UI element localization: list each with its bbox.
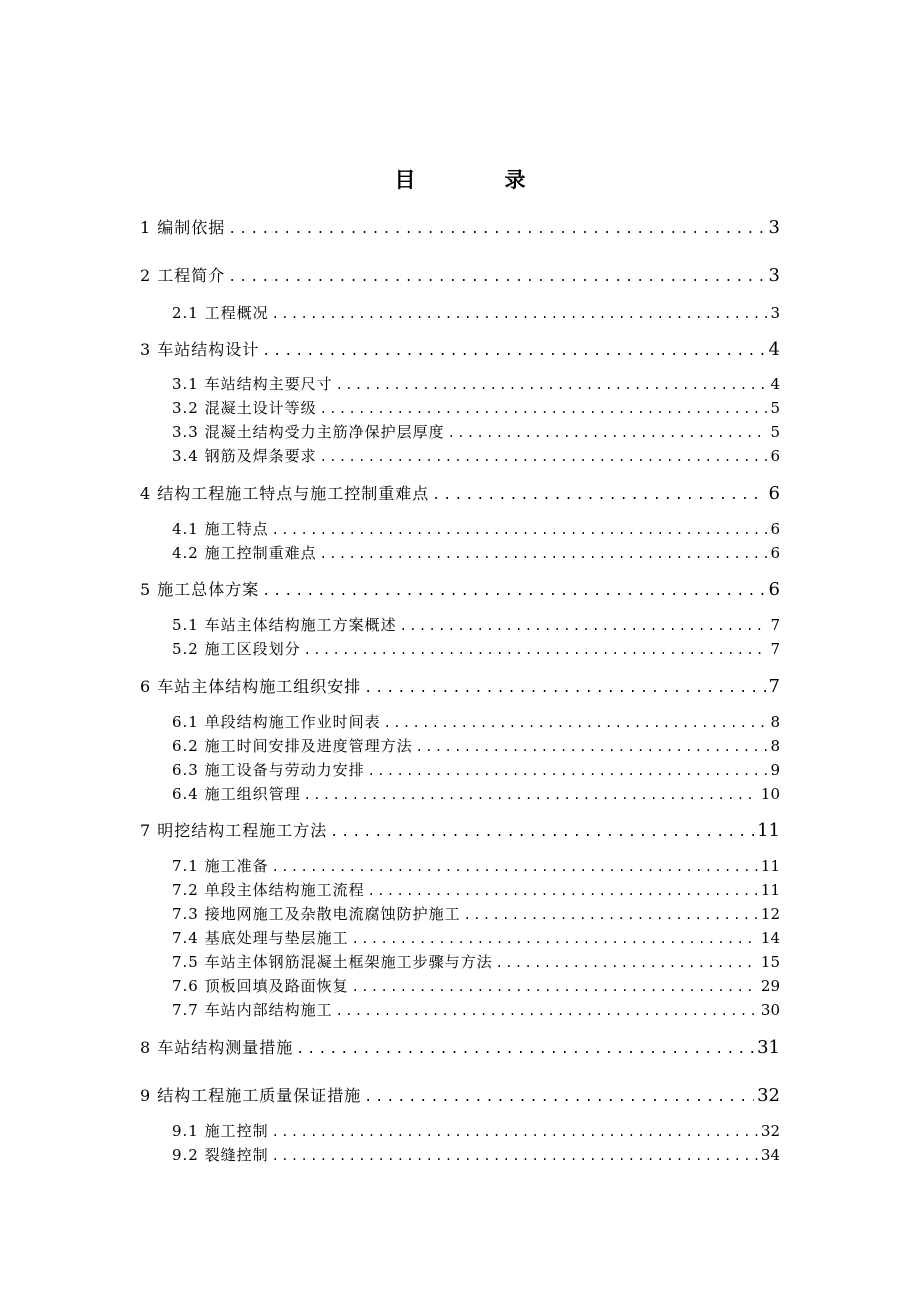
toc-entry-page-number: 11 bbox=[760, 857, 780, 875]
toc-entry-label: 6 车站主体结构施工组织安排 bbox=[140, 677, 362, 696]
toc-dot-leader bbox=[272, 856, 758, 878]
toc-dot-leader bbox=[272, 303, 768, 325]
toc-entry[interactable] bbox=[140, 819, 780, 843]
toc-entry-label: 2.1 工程概况 bbox=[172, 304, 269, 322]
toc-entry-label: 5.2 施工区段划分 bbox=[172, 640, 301, 658]
toc-entry-label: 4.1 施工特点 bbox=[172, 520, 269, 538]
toc-entry[interactable] bbox=[140, 482, 780, 506]
toc-entry-page-number: 9 bbox=[770, 761, 780, 779]
toc-dot-leader bbox=[364, 677, 765, 701]
toc-entry-page-number: 5 bbox=[770, 423, 780, 441]
toc-entry-label: 7.1 施工准备 bbox=[172, 857, 269, 875]
toc-entry-page-number: 11 bbox=[757, 820, 780, 841]
toc-entry-label: 3.4 钢筋及焊条要求 bbox=[172, 447, 317, 465]
toc-entry-label: 9.1 施工控制 bbox=[172, 1122, 269, 1140]
toc-entry-page-number: 4 bbox=[768, 339, 780, 360]
toc-entry-label: 3 车站结构设计 bbox=[140, 340, 260, 359]
toc-dot-leader bbox=[336, 1000, 758, 1022]
toc-entry[interactable] bbox=[172, 1120, 780, 1142]
toc-entry-label: 1 编制依据 bbox=[140, 218, 226, 237]
toc-entry[interactable] bbox=[140, 1036, 780, 1060]
toc-entry-label: 3.2 混凝土设计等级 bbox=[172, 399, 317, 417]
toc-entry-label: 4 结构工程施工特点与施工控制重难点 bbox=[140, 484, 430, 503]
toc-dot-leader bbox=[384, 712, 768, 734]
toc-entry-page-number: 4 bbox=[770, 375, 780, 393]
toc-entry-page-number: 15 bbox=[760, 953, 780, 971]
toc-entry-label: 6.1 单段结构施工作业时间表 bbox=[172, 713, 381, 731]
toc-entry[interactable] bbox=[172, 975, 780, 997]
toc-entry[interactable] bbox=[172, 855, 780, 877]
toc-entry-page-number: 6 bbox=[770, 520, 780, 538]
toc-entry[interactable] bbox=[172, 542, 780, 564]
toc-entry-page-number: 6 bbox=[770, 447, 780, 465]
toc-entry-label: 6.2 施工时间安排及进度管理方法 bbox=[172, 737, 413, 755]
toc-dot-leader bbox=[304, 639, 768, 661]
toc-entry-label: 7.2 单段主体结构施工流程 bbox=[172, 881, 365, 899]
toc-entry-label: 9 结构工程施工质量保证措施 bbox=[140, 1086, 362, 1105]
toc-entry-page-number: 34 bbox=[760, 1146, 780, 1164]
toc-entry[interactable] bbox=[172, 735, 780, 757]
toc-entry-label: 7.3 接地网施工及杂散电流腐蚀防护施工 bbox=[172, 905, 461, 923]
toc-entry[interactable] bbox=[172, 302, 780, 324]
toc-entry[interactable] bbox=[140, 216, 780, 240]
toc-dot-leader bbox=[228, 266, 765, 290]
toc-dot-leader bbox=[304, 784, 758, 806]
toc-dot-leader bbox=[272, 1121, 758, 1143]
toc-entry-page-number: 8 bbox=[770, 713, 780, 731]
toc-entry-page-number: 6 bbox=[768, 483, 780, 504]
toc-entry-label: 5.1 车站主体结构施工方案概述 bbox=[172, 616, 397, 634]
toc-entry-label: 4.2 施工控制重难点 bbox=[172, 544, 317, 562]
toc-entry-label: 7.4 基底处理与垫层施工 bbox=[172, 929, 349, 947]
toc-dot-leader bbox=[296, 1038, 754, 1062]
toc-entry-page-number: 14 bbox=[760, 929, 780, 947]
toc-entry-page-number: 6 bbox=[768, 579, 780, 600]
toc-entry-label: 3.1 车站结构主要尺寸 bbox=[172, 375, 333, 393]
toc-dot-leader bbox=[496, 952, 758, 974]
toc-entry[interactable] bbox=[172, 614, 780, 636]
toc-entry-label: 7 明挖结构工程施工方法 bbox=[140, 821, 328, 840]
toc-entry-page-number: 11 bbox=[760, 881, 780, 899]
toc-entry-label: 7.5 车站主体钢筋混凝土框架施工步骤与方法 bbox=[172, 953, 493, 971]
toc-entry[interactable] bbox=[172, 518, 780, 540]
toc-entry-page-number: 29 bbox=[760, 977, 780, 995]
toc-entry-page-number: 12 bbox=[760, 905, 780, 923]
toc-entry[interactable] bbox=[140, 675, 780, 699]
toc-entry-page-number: 6 bbox=[770, 544, 780, 562]
toc-entry-page-number: 7 bbox=[770, 616, 780, 634]
toc-dot-leader bbox=[432, 484, 765, 508]
toc-entry-page-number: 32 bbox=[760, 1122, 780, 1140]
toc-entry[interactable] bbox=[140, 338, 780, 362]
toc-dot-leader bbox=[448, 422, 768, 444]
toc-entry-label: 7.7 车站内部结构施工 bbox=[172, 1001, 333, 1019]
toc-entry-page-number: 7 bbox=[770, 640, 780, 658]
toc-dot-leader bbox=[352, 928, 758, 950]
toc-dot-leader bbox=[464, 904, 758, 926]
toc-entry-label: 6.3 施工设备与劳动力安排 bbox=[172, 761, 365, 779]
toc-entry-label: 2 工程简介 bbox=[140, 266, 226, 285]
toc-dot-leader bbox=[400, 615, 768, 637]
toc-entry[interactable] bbox=[172, 759, 780, 781]
toc-entry[interactable] bbox=[172, 373, 780, 395]
toc-entry-page-number: 5 bbox=[770, 399, 780, 417]
toc-entry-label: 3.3 混凝土结构受力主筋净保护层厚度 bbox=[172, 423, 445, 441]
toc-entry-label: 6.4 施工组织管理 bbox=[172, 785, 301, 803]
toc-entry-page-number: 8 bbox=[770, 737, 780, 755]
toc-entry[interactable] bbox=[140, 578, 780, 602]
toc-dot-leader bbox=[262, 340, 765, 364]
toc-dot-leader bbox=[368, 880, 758, 902]
toc-dot-leader bbox=[272, 1145, 758, 1167]
toc-entry-label: 9.2 裂缝控制 bbox=[172, 1146, 269, 1164]
toc-entry[interactable] bbox=[172, 711, 780, 733]
toc-entry-label: 7.6 顶板回填及路面恢复 bbox=[172, 977, 349, 995]
toc-dot-leader bbox=[320, 398, 768, 420]
toc-dot-leader bbox=[336, 374, 768, 396]
toc-dot-leader bbox=[228, 218, 765, 242]
toc-entry[interactable] bbox=[172, 397, 780, 419]
toc-entry[interactable] bbox=[172, 903, 780, 925]
toc-dot-leader bbox=[320, 543, 768, 565]
toc-dot-leader bbox=[352, 976, 758, 998]
toc-entry-page-number: 30 bbox=[760, 1001, 780, 1019]
toc-entry[interactable] bbox=[172, 999, 780, 1021]
toc-dot-leader bbox=[416, 736, 768, 758]
toc-entry-page-number: 3 bbox=[768, 217, 780, 238]
toc-entry[interactable] bbox=[140, 264, 780, 288]
toc-entry[interactable] bbox=[172, 927, 780, 949]
toc-entry[interactable] bbox=[140, 1084, 780, 1108]
toc-entry[interactable] bbox=[172, 951, 780, 973]
toc-entry-page-number: 32 bbox=[757, 1085, 780, 1106]
toc-entry-label: 8 车站结构测量措施 bbox=[140, 1038, 294, 1057]
toc-dot-leader bbox=[364, 1086, 754, 1110]
toc-entry[interactable] bbox=[172, 445, 780, 467]
toc-entry[interactable] bbox=[172, 783, 780, 805]
toc-entry[interactable] bbox=[172, 638, 780, 660]
toc-dot-leader bbox=[368, 760, 768, 782]
toc-entry[interactable] bbox=[172, 421, 780, 443]
toc-dot-leader bbox=[330, 821, 754, 845]
toc-entry-page-number: 3 bbox=[768, 265, 780, 286]
toc-entry[interactable] bbox=[172, 879, 780, 901]
toc-entry-page-number: 3 bbox=[770, 304, 780, 322]
toc-entry-page-number: 31 bbox=[757, 1037, 780, 1058]
toc-dot-leader bbox=[320, 446, 768, 468]
page-title: 目 录 bbox=[394, 167, 560, 192]
toc-dot-leader bbox=[272, 519, 768, 541]
toc-entry-page-number: 10 bbox=[760, 785, 780, 803]
toc-entry-label: 5 施工总体方案 bbox=[140, 580, 260, 599]
toc-entry[interactable] bbox=[172, 1144, 780, 1166]
toc-entry-page-number: 7 bbox=[768, 676, 780, 697]
toc-dot-leader bbox=[262, 580, 765, 604]
